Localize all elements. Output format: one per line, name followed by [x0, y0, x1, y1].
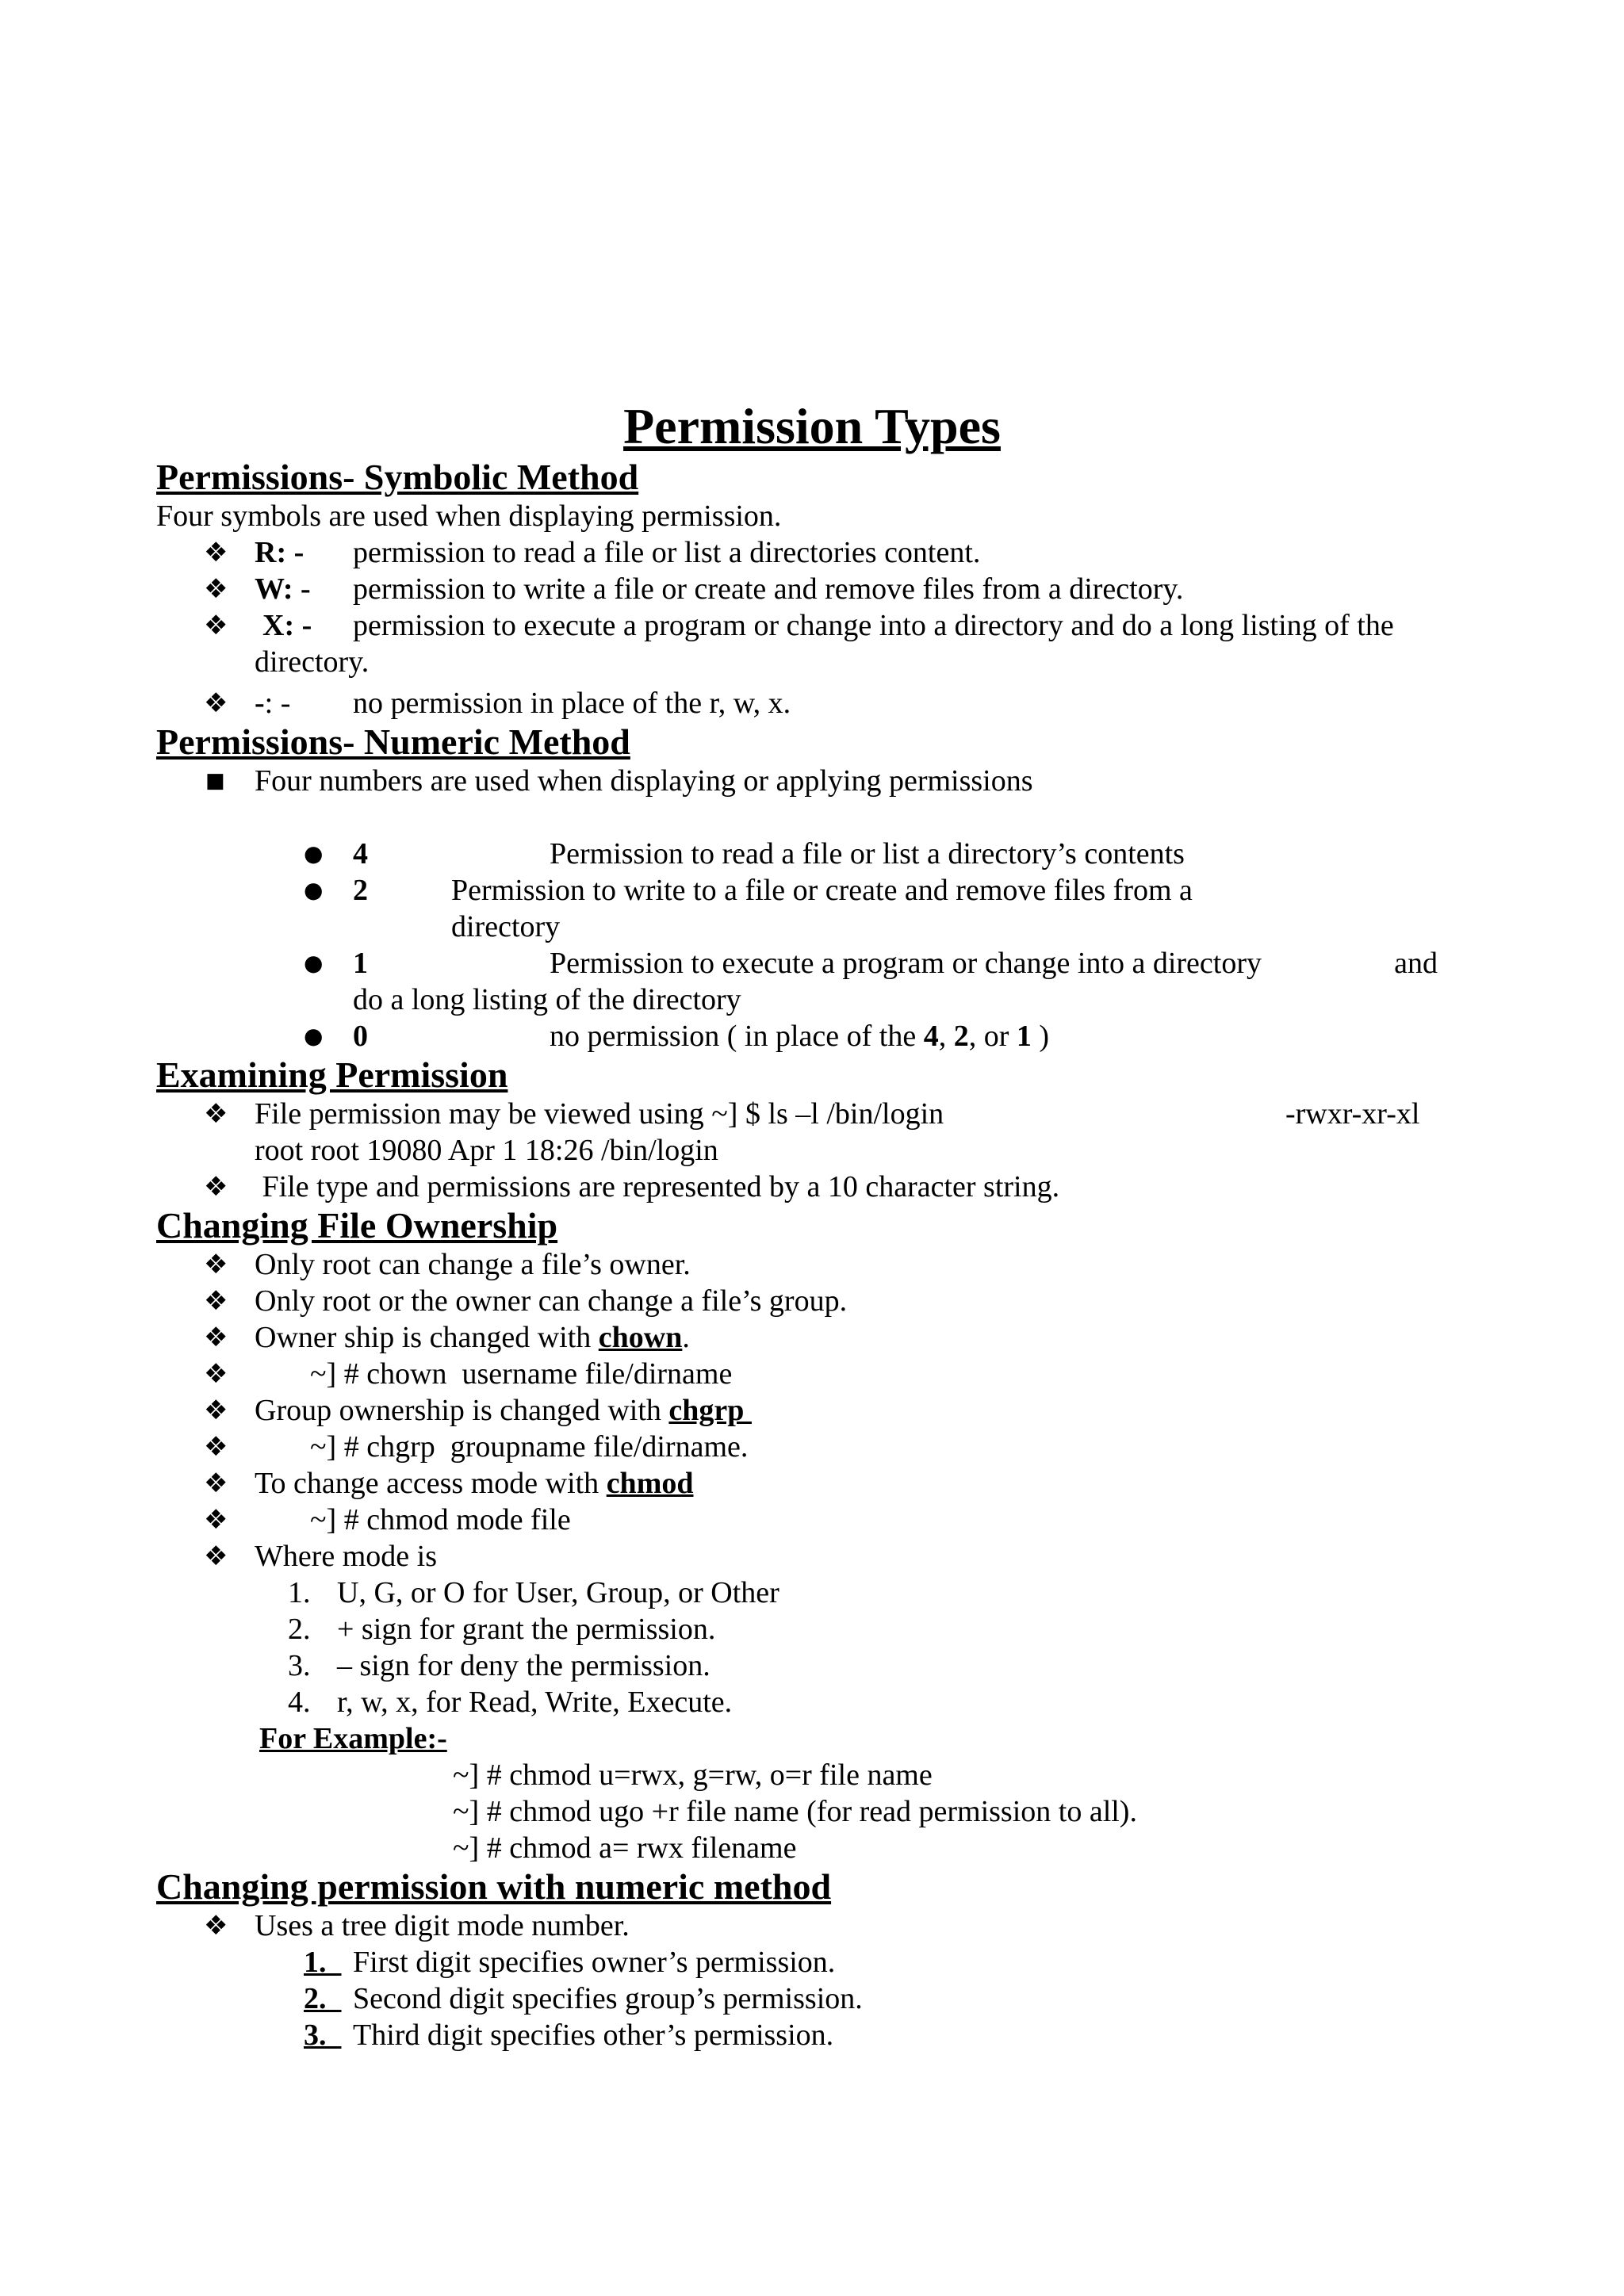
symbol-text-continued: directory. [255, 645, 370, 679]
number-text-continued: do a long listing of the directory [353, 983, 741, 1016]
document-body [156, 457, 1488, 2053]
mode-text: U, G, or O for User, Group, or Other [337, 1576, 779, 1609]
symbol-key: W: - [255, 572, 311, 606]
number-text-end: ) [1031, 1020, 1050, 1053]
example-heading: For Example:- [259, 1722, 447, 1755]
list-item [156, 607, 1488, 680]
list-item [156, 945, 1488, 1018]
list-item [156, 1908, 1488, 1944]
symbolic-intro: Four symbols are used when displaying permission. [156, 499, 782, 533]
number-key: 4 [353, 837, 368, 871]
number-text: Permission to write to a file or create and remove files from a [451, 874, 1193, 907]
four-diamond-bullet-icon: ❖ [204, 1171, 228, 1203]
list-item [156, 571, 1488, 607]
digit-text: Third digit specifies other’s permission. [353, 2019, 834, 2052]
number-ref: 2 [953, 1020, 969, 1053]
examining-text: File type and permissions are represented by a 10 character string. [255, 1170, 1060, 1203]
list-item [156, 1502, 1488, 1538]
digit-number: 1. [304, 1946, 342, 1979]
list-item [156, 1283, 1488, 1319]
four-diamond-bullet-icon: ❖ [204, 610, 228, 641]
ownership-text: Group ownership is changed with [255, 1394, 669, 1427]
examining-text-continued: root root 19080 Apr 1 18:26 /bin/login [255, 1134, 718, 1167]
digit-text: First digit specifies owner’s permission. [353, 1946, 836, 1979]
list-item [156, 1246, 1488, 1283]
list-item [156, 872, 1488, 945]
number-text: no permission ( in place of the [550, 1020, 924, 1053]
digit-number: 2. [304, 1982, 342, 2015]
number-text-continued: directory [451, 910, 561, 943]
four-diamond-bullet-icon: ❖ [204, 1395, 228, 1426]
mode-item [156, 1575, 1488, 1611]
command-name: chown [598, 1321, 683, 1354]
number-ref: 4 [923, 1020, 939, 1053]
list-item [156, 1356, 1488, 1392]
four-diamond-bullet-icon: ❖ [204, 1249, 228, 1280]
examining-text: File permission may be viewed using ~] $ ls –l /bin/login [255, 1097, 944, 1131]
four-diamond-bullet-icon: ❖ [204, 1910, 228, 1942]
example-command: ~] # chmod a= rwx filename [453, 1831, 797, 1865]
number-ref: 1 [1016, 1020, 1032, 1053]
list-item [156, 1429, 1488, 1465]
ownership-heading: Changing File Ownership [156, 1205, 558, 1246]
round-bullet-icon: ● [304, 1023, 324, 1049]
list-item [156, 1465, 1488, 1502]
list-item [156, 1319, 1488, 1356]
four-diamond-bullet-icon: ❖ [204, 1504, 228, 1536]
round-bullet-icon: ● [304, 877, 324, 903]
ownership-text: Only root or the owner can change a file’s group. [255, 1284, 848, 1318]
four-diamond-bullet-icon: ❖ [204, 1098, 228, 1130]
list-item [156, 534, 1488, 571]
digit-text: Second digit specifies group’s permission. [353, 1982, 863, 2015]
mode-number: 4. [288, 1686, 311, 1719]
numeric-intro: Four numbers are used when displaying or applying permissions [255, 764, 1033, 798]
mode-number: 3. [288, 1649, 311, 1682]
examining-heading: Examining Permission [156, 1054, 508, 1095]
list-item [156, 1096, 1488, 1169]
ownership-text-end: . [682, 1321, 690, 1354]
numeric-change-intro: Uses a tree digit mode number. [255, 1909, 630, 1942]
digit-item [156, 1944, 1488, 1980]
ownership-text: Only root can change a file’s owner. [255, 1248, 691, 1281]
list-item [156, 1169, 1488, 1205]
page-title: Permission Types [623, 398, 1001, 454]
four-diamond-bullet-icon: ❖ [204, 1468, 228, 1499]
command-line: ~] # chown username file/dirname [310, 1357, 733, 1391]
list-item [156, 1538, 1488, 1575]
example-command: ~] # chmod u=rwx, g=rw, o=r file name [453, 1758, 933, 1792]
four-diamond-bullet-icon: ❖ [204, 537, 228, 568]
four-diamond-bullet-icon: ❖ [204, 1358, 228, 1390]
command-line: ~] # chmod mode file [310, 1503, 571, 1536]
digit-number: 3. [304, 2019, 342, 2052]
symbol-text: permission to write a file or create and remove files from a directory. [353, 572, 1184, 606]
number-sep: , or [968, 1020, 1017, 1053]
four-diamond-bullet-icon: ❖ [204, 1322, 228, 1353]
four-diamond-bullet-icon: ❖ [204, 687, 228, 719]
number-text: Permission to execute a program or change into a directory [550, 947, 1262, 980]
square-bullet-icon: ■ [205, 769, 225, 793]
symbolic-heading: Permissions- Symbolic Method [156, 457, 639, 497]
number-text: Permission to read a file or list a directory’s contents [550, 837, 1185, 871]
number-key: 0 [353, 1020, 368, 1053]
mode-text: r, w, x, for Read, Write, Execute. [337, 1686, 733, 1719]
number-key: 2 [353, 874, 368, 907]
round-bullet-icon: ● [304, 840, 324, 867]
command-line: ~] # chgrp groupname file/dirname. [310, 1430, 749, 1464]
round-bullet-icon: ● [304, 950, 324, 976]
symbol-key: X: - [262, 609, 312, 642]
four-diamond-bullet-icon: ❖ [204, 573, 228, 605]
number-key: 1 [353, 947, 368, 980]
digit-item [156, 1980, 1488, 2017]
symbol-text: no permission in place of the r, w, x. [353, 687, 791, 720]
mode-item [156, 1611, 1488, 1647]
digit-item [156, 2017, 1488, 2053]
list-item [156, 1018, 1488, 1054]
ownership-text: Where mode is [255, 1540, 438, 1573]
list-item [156, 836, 1488, 872]
symbol-key: R: - [255, 536, 304, 569]
ownership-text: Owner ship is changed with [255, 1321, 599, 1354]
symbol-key-rest: : - [264, 687, 291, 720]
numeric-heading: Permissions- Numeric Method [156, 721, 630, 762]
example-command: ~] # chmod ugo +r file name (for read permission to all). [453, 1795, 1137, 1828]
four-diamond-bullet-icon: ❖ [204, 1285, 228, 1317]
symbol-text: permission to read a file or list a directories content. [353, 536, 981, 569]
examining-output: -rwxr-xr-xl [1285, 1097, 1420, 1131]
mode-number: 2. [288, 1613, 311, 1646]
mode-number: 1. [288, 1576, 311, 1609]
mode-item [156, 1647, 1488, 1684]
symbol-text: permission to execute a program or change into a directory and do a long listing of the [353, 609, 1394, 642]
number-sep: , [938, 1020, 954, 1053]
command-name: chgrp [668, 1394, 752, 1427]
mode-text: – sign for deny the permission. [337, 1649, 710, 1682]
list-item [156, 685, 1488, 721]
mode-item [156, 1684, 1488, 1720]
numeric-change-heading: Changing permission with numeric method [156, 1866, 832, 1907]
four-diamond-bullet-icon: ❖ [204, 1540, 228, 1572]
number-text-tail: and [1394, 947, 1438, 980]
four-diamond-bullet-icon: ❖ [204, 1431, 228, 1463]
command-name: chmod [606, 1467, 694, 1500]
list-item [156, 1392, 1488, 1429]
ownership-text: To change access mode with [255, 1467, 607, 1500]
list-item [156, 763, 1488, 799]
mode-text: + sign for grant the permission. [337, 1613, 716, 1646]
symbol-key: - [255, 687, 265, 720]
